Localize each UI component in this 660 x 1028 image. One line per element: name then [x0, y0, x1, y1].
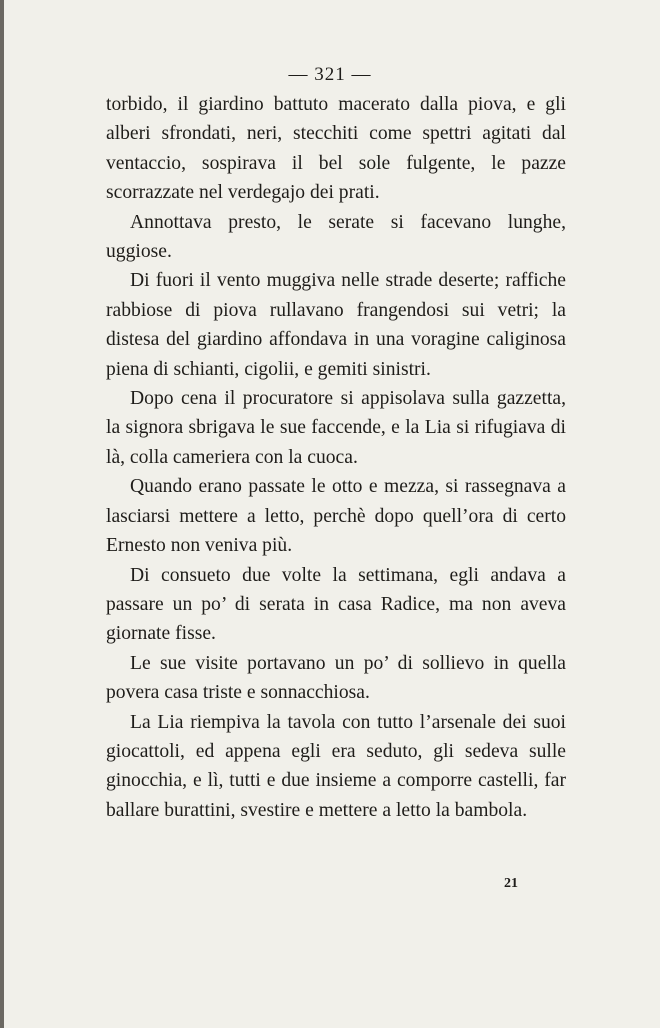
page-number: — 321 — — [288, 64, 372, 85]
body-text — [106, 90, 566, 825]
paragraph-8: La Lia riempiva la tavola con tutto l’arsenale dei suoi giocattoli, ed appena egli era seduto, gli sedeva sulle ginocchia, e lì, tutti e due insieme a comporre castelli, far ballare burattini, svestire e mettere a letto la bambola. — [106, 711, 566, 821]
paragraph-4: Dopo cena il procuratore si appisolava sulla gazzetta, la signora sbrigava le sue faccende, e la Lia si rifugiava di là, colla cameriera con la cuoca. — [106, 388, 566, 468]
paragraph-5: Quando erano passate le otto e mezza, si rassegnava a lasciarsi mettere a letto, perchè dopo quell’ora di certo Ernesto non veniva più. — [106, 476, 566, 557]
signature-mark: 21 — [504, 876, 518, 891]
paragraph-1: torbido, il giardino battuto macerato dalla piova, e gli alberi sfrondati, neri, stecchiti come spettri agitati dal ventaccio, sospirava il bel sole fulgente, le pazze scorrazzate nel verdegajo dei prati. — [106, 94, 566, 204]
paragraph-7: Le sue visite portavano un po’ di sollievo in quella povera casa triste e sonnacchiosa. — [106, 652, 566, 704]
paragraph-2: Annottava presto, le serate si facevano lunghe, uggiose. — [106, 211, 566, 263]
paragraph-3: Di fuori il vento muggiva nelle strade deserte; raffiche rabbiose di piova rullavano frangendosi sui vetri; la distesa del giardino affondava in una voragine caliginosa piena di schianti, cigolii, e gemiti sinistri. — [106, 270, 566, 380]
binding-edge — [0, 0, 4, 1028]
paragraph-6: Di consueto due volte la settimana, egli andava a passare un po’ di serata in casa Radice, ma non aveva giornate fisse. — [106, 564, 566, 645]
